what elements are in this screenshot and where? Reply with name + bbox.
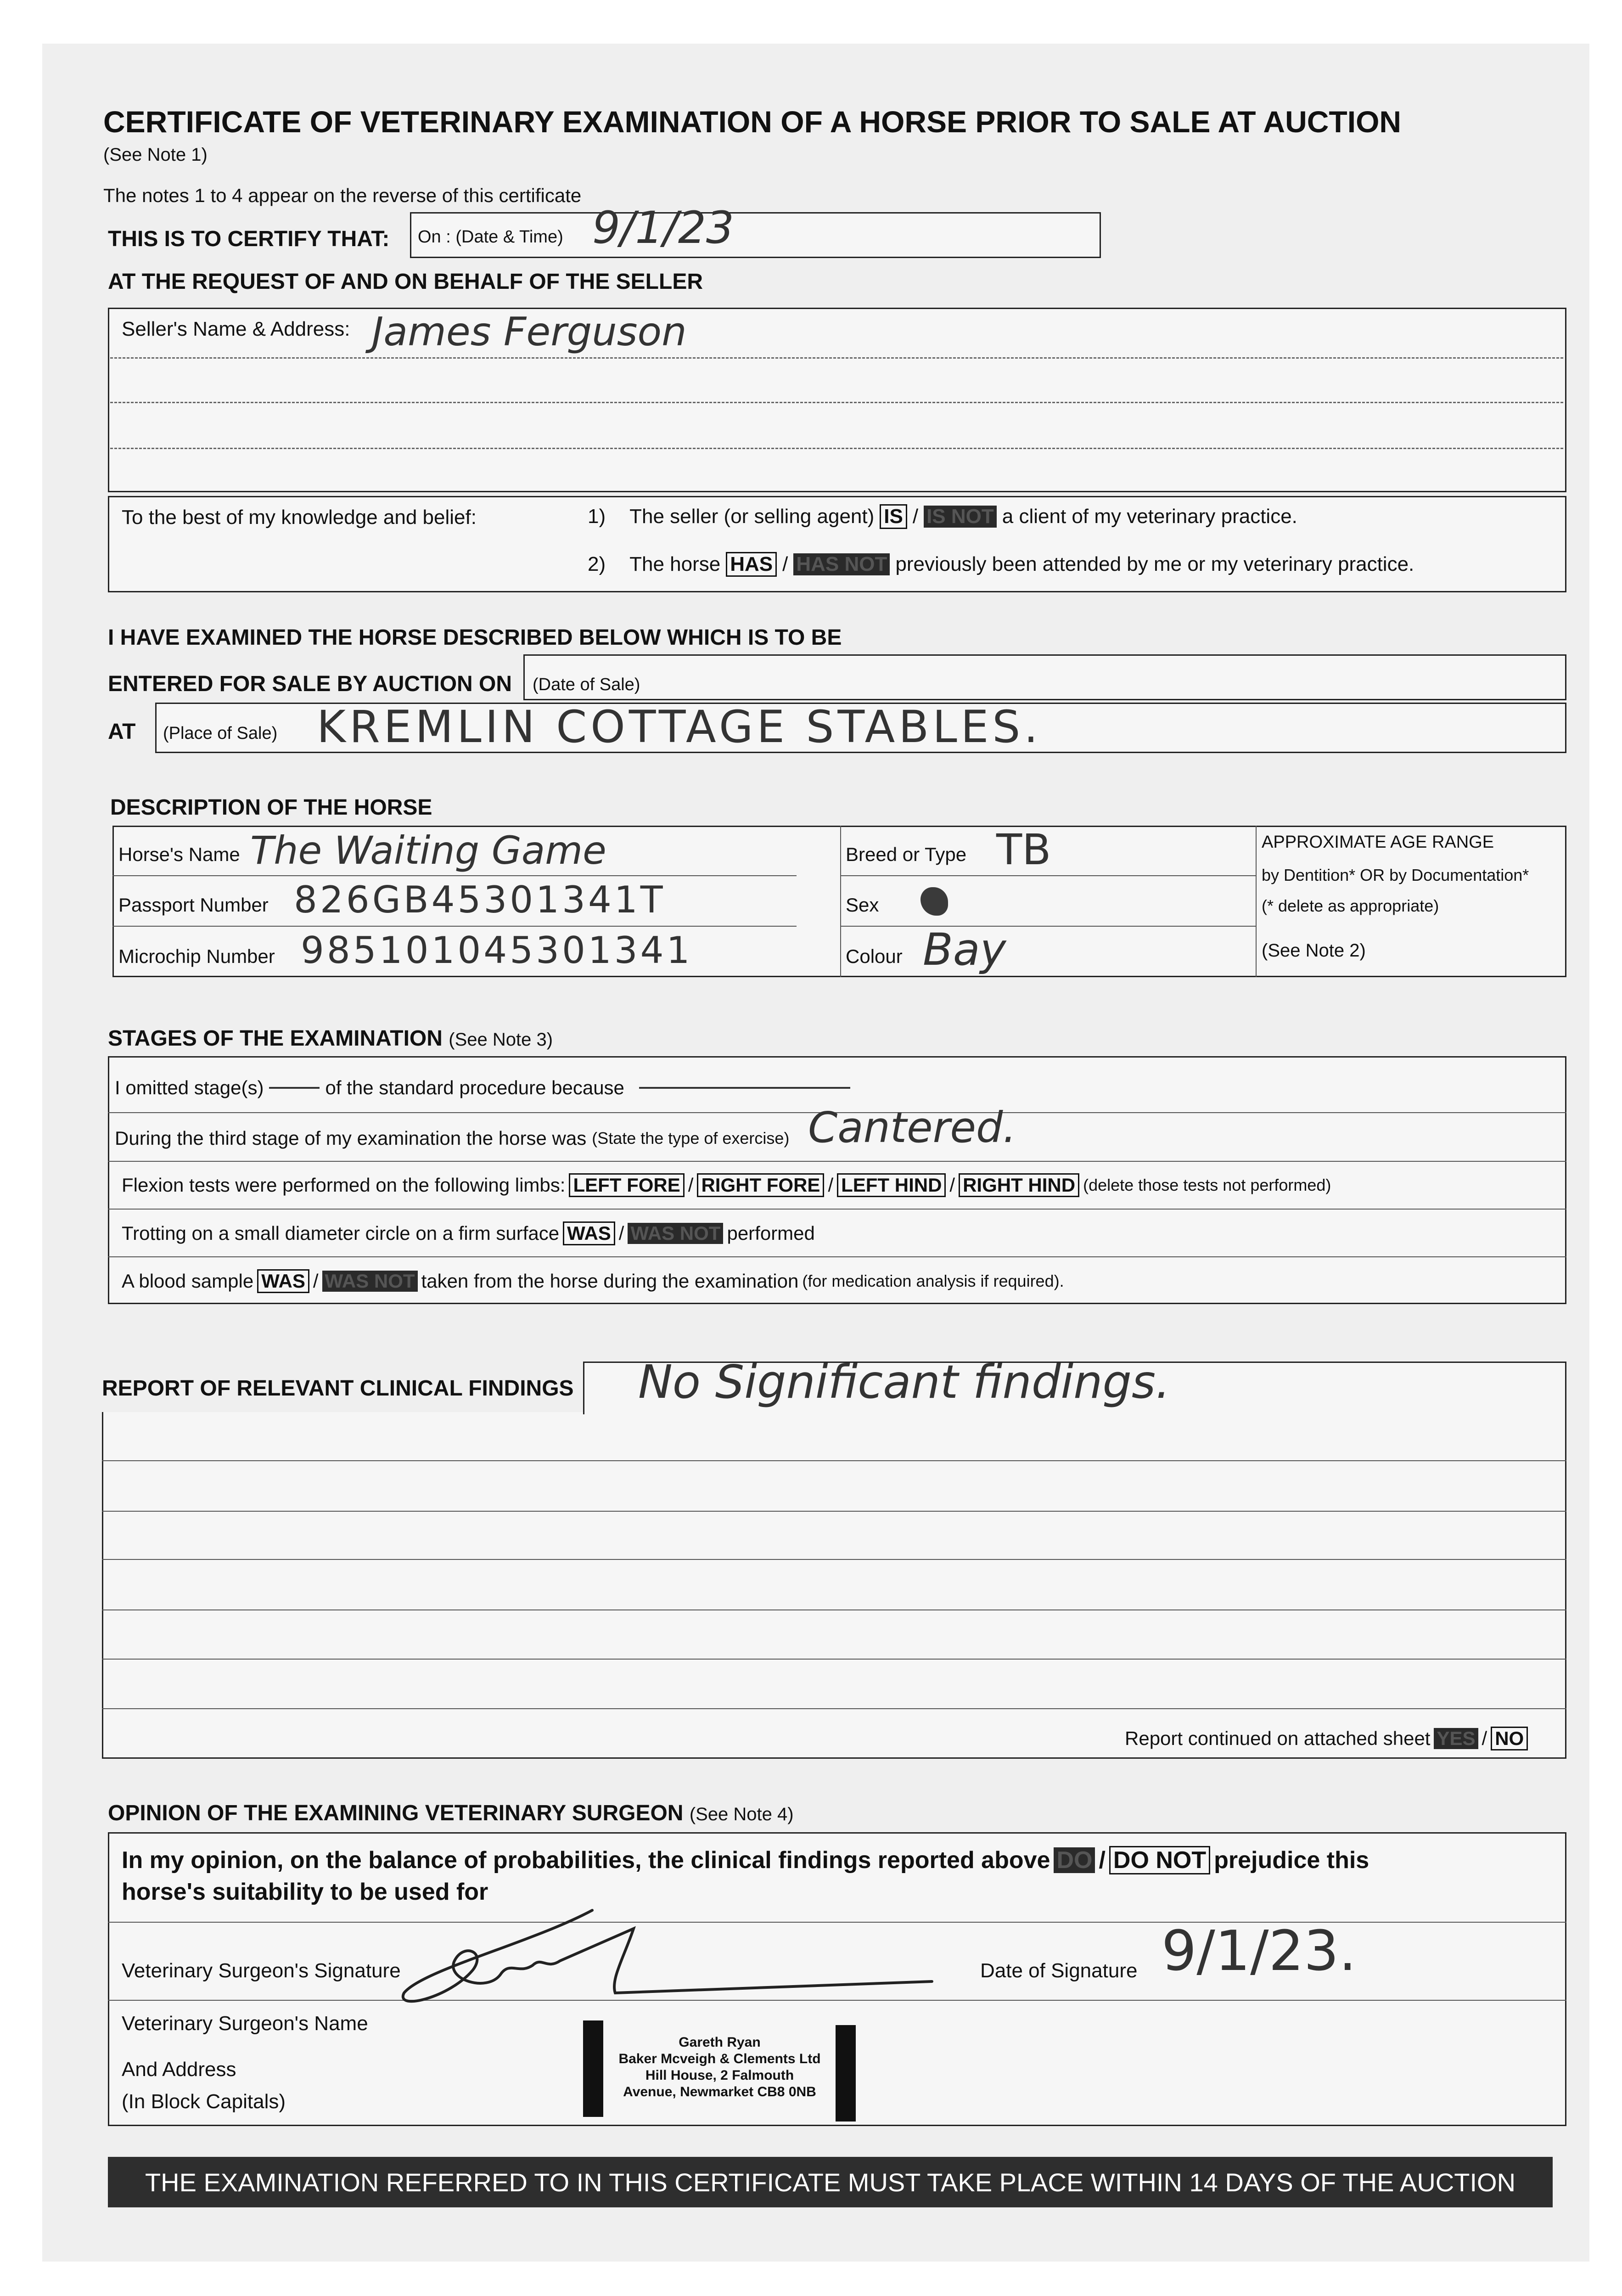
opinion-text-line-2: horse's suitability to be used for [122,1879,488,1905]
sale-line-1: I HAVE EXAMINED THE HORSE DESCRIBED BELOW WHICH IS TO BE [108,625,842,650]
continued-no-option[interactable]: NO [1491,1727,1528,1750]
flexion-note: (delete those tests not performed) [1083,1176,1331,1194]
slash: / [782,553,788,575]
stamp-address-2: Avenue, Newmarket CB8 0NB [623,2084,816,2099]
item1-post: a client of my veterinary practice. [1002,505,1297,528]
signature-mark [395,1901,937,2020]
blood-row: A blood sample WAS / WAS NOT taken from the horse during the examination (for medication analysis if required). [122,1269,1064,1293]
seller-line-2 [110,402,1563,403]
opinion-text-post: prejudice this [1214,1847,1369,1874]
flexion-right-fore[interactable]: RIGHT FORE [697,1173,824,1197]
stages-heading-row [108,1028,553,1050]
block-capitals-label: (In Block Capitals) [122,2090,286,2113]
flexion-left-fore[interactable]: LEFT FORE [569,1173,684,1197]
item2-text: The horse [629,553,721,575]
footer-text: THE EXAMINATION REFERRED TO IN THIS CERTIFICATE MUST TAKE PLACE WITHIN 14 DAYS OF THE AUCTION [145,2167,1516,2197]
vet-stamp [606,2034,833,2100]
opinion-heading-row [108,1802,794,1824]
horse-has-not-option[interactable]: HAS NOT [793,553,890,575]
age-note: (See Note 2) [1262,940,1366,961]
report-findings-value[interactable]: No Significant findings. [638,1355,1170,1409]
omitted-row [115,1077,850,1099]
item1-text: The seller (or selling agent) [629,505,875,528]
stages-row-line-2 [108,1161,1566,1162]
blood-was-not-option[interactable]: WAS NOT [322,1271,418,1292]
report-line-1 [102,1460,1566,1461]
description-divider-1 [840,826,841,977]
passport-value[interactable]: 826GB45301341T [294,878,666,921]
sex-label: Sex [846,894,879,916]
seller-line-1 [110,357,1563,359]
trotting-pre: Trotting on a small diameter circle on a firm surface [122,1222,560,1244]
attended-statement [588,552,1414,577]
report-continued-label: Report continued on attached sheet [1125,1728,1431,1749]
omitted-pre: I omitted stage(s) [115,1077,264,1098]
sale-place-value: KREMLIN COTTAGE STABLES. [317,701,1042,753]
seller-name-value[interactable]: James Ferguson [372,309,687,355]
stages-note: (See Note 3) [449,1030,553,1050]
blood-post: taken from the horse during the examination [421,1270,799,1292]
blood-note: (for medication analysis if required). [802,1272,1064,1290]
breed-label: Breed or Type [846,844,967,865]
seller-label: Seller's Name & Address: [122,318,350,340]
opinion-heading: OPINION OF THE EXAMINING VETERINARY SURGEON [108,1801,684,1825]
trotting-was-option[interactable]: WAS [563,1221,615,1245]
flexion-left-hind[interactable]: LEFT HIND [837,1173,946,1197]
description-divider-2 [1256,826,1257,977]
stamp-practice: Baker Mcveigh & Clements Ltd [618,2051,821,2066]
description-heading: DESCRIPTION OF THE HORSE [110,795,432,820]
certify-label: THIS IS TO CERTIFY THAT: [108,227,390,251]
item2-post: previously been attended by me or my veterinary practice. [895,553,1414,575]
report-line-3 [102,1559,1566,1560]
notes-line: The notes 1 to 4 appear on the reverse of this certificate [103,185,582,206]
opinion-do-option[interactable]: DO [1054,1847,1095,1873]
microchip-value[interactable]: 985101045301341 [301,929,693,972]
stamp-name: Gareth Ryan [679,2035,761,2050]
blood-was-option[interactable]: WAS [257,1269,309,1293]
client-is-option[interactable]: IS [880,504,907,529]
client-is-not-option[interactable]: IS NOT [924,506,997,528]
colour-value[interactable]: Bay [923,924,1006,975]
exam-date-label: On : (Date & Time) [418,227,563,247]
description-row-line-1 [112,875,797,876]
age-title: APPROXIMATE AGE RANGE [1262,833,1494,852]
stamp-address-1: Hill House, 2 Falmouth [645,2068,794,2083]
item1-number: 1) [588,505,606,528]
omitted-post: of the standard procedure because [325,1077,624,1098]
stages-row-line-3 [108,1209,1566,1210]
at-label: AT [108,720,136,744]
slash: / [912,505,919,528]
page-title: CERTIFICATE OF VETERINARY EXAMINATION OF A HORSE PRIOR TO SALE AT AUCTION [103,105,1402,139]
report-line-4 [102,1609,1566,1610]
trotting-row: Trotting on a small diameter circle on a firm surface WAS / WAS NOT performed [122,1221,815,1245]
opinion-statement: In my opinion, on the balance of probabilities, the clinical findings reported above DO / DO NOT prejudice this [122,1847,1369,1874]
item2-number: 2) [588,553,606,575]
see-note-1: (See Note 1) [103,145,208,165]
date-of-signature-value[interactable]: 9/1/23. [1162,1919,1357,1983]
flexion-right-hind[interactable]: RIGHT HIND [959,1173,1079,1197]
stamp-bar-right [836,2025,856,2122]
colour-label: Colour [846,945,903,967]
flexion-label: Flexion tests were performed on the following limbs: [122,1174,566,1196]
blood-pre: A blood sample [122,1270,254,1292]
horse-name-value[interactable]: The Waiting Game [250,828,606,873]
report-line-6 [102,1708,1566,1709]
trotting-post: performed [727,1222,815,1244]
opinion-text: In my opinion, on the balance of probabilities, the clinical findings reported above [122,1847,1050,1874]
third-stage-label: During the third stage of my examination the horse was [115,1127,587,1149]
breed-value[interactable]: TB [996,825,1051,874]
third-stage-row [115,1127,789,1149]
omitted-reason-dash [639,1087,850,1089]
flexion-row: Flexion tests were performed on the following limbs: LEFT FORE / RIGHT FORE / LEFT HIND / RIGHT HIND (delete those tests not performed) [122,1173,1331,1197]
opinion-do-not-option[interactable]: DO NOT [1109,1846,1210,1874]
description-row-line-4 [840,926,1256,927]
exam-date-value: 9/1/23 [592,202,734,253]
sale-place-label: (Place of Sale) [163,724,278,743]
passport-label: Passport Number [118,894,269,916]
sale-date-label: (Date of Sale) [533,675,640,694]
horse-name-label: Horse's Name [118,844,240,865]
surgeon-name-label: Veterinary Surgeon's Name [122,2012,368,2035]
report-line-2 [102,1511,1566,1512]
footer-banner [108,2157,1553,2207]
continued-yes-option[interactable]: YES [1434,1728,1478,1749]
description-row-line-2 [112,926,797,927]
horse-has-option[interactable]: HAS [726,552,777,577]
sale-line-2: ENTERED FOR SALE BY AUCTION ON [108,672,512,696]
stages-heading: STAGES OF THE EXAMINATION [108,1026,443,1051]
description-row-line-3 [840,875,1256,876]
seller-line-3 [110,448,1563,449]
request-line: AT THE REQUEST OF AND ON BEHALF OF THE SELLER [108,270,703,294]
client-statement [588,504,1297,529]
report-line-5 [102,1659,1566,1660]
third-stage-note: (State the type of exercise) [592,1129,790,1148]
address-label: And Address [122,2058,236,2081]
trotting-was-not-option[interactable]: WAS NOT [628,1223,723,1244]
stamp-bar-left [583,2020,603,2117]
third-stage-value[interactable]: Cantered. [808,1103,1016,1152]
signature-label: Veterinary Surgeon's Signature [122,1959,401,1982]
age-line-1: by Dentition* OR by Documentation* [1262,866,1529,884]
stages-row-line-4 [108,1256,1566,1257]
sale-date-field[interactable] [523,654,1566,700]
report-box [102,1412,1566,1759]
date-of-signature-label: Date of Signature [980,1959,1138,1982]
opinion-note: (See Note 4) [689,1804,794,1824]
microchip-label: Microchip Number [118,945,275,967]
age-line-2: (* delete as appropriate) [1262,896,1439,915]
report-heading: REPORT OF RELEVANT CLINICAL FINDINGS [102,1376,574,1401]
omitted-stage-dash [269,1087,320,1089]
knowledge-label: To the best of my knowledge and belief: [122,506,477,529]
report-continued-row: Report continued on attached sheet YES / NO [1125,1727,1528,1750]
